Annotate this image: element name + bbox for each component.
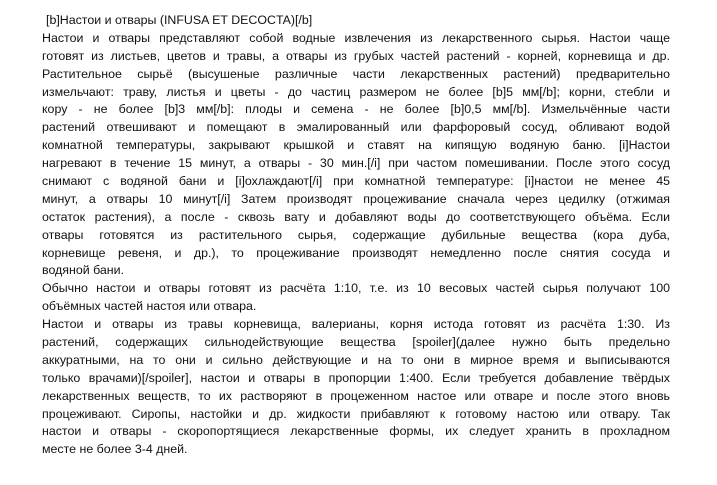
text-line: лекарственных веществ, то их растворяют в процеженном настое или отваре и после этого вновь: [42, 388, 670, 403]
document-paragraphs: [42, 30, 670, 459]
text-line: Настои и отвары представляют собой водные извлечения из лекарственного сырья. Настои чаще: [42, 30, 670, 45]
text-line: снимают с водяной бани и [i]охлаждают[/i] при комнатной температуре: [i]настои не менее 45: [42, 174, 670, 189]
text-line: нагревают в течение 15 минут, а отвары - 30 мин.[/i] при частом помешивании. После этого сосуд: [42, 156, 670, 171]
text-line: отвары готовятся из растительного сырья, содержащие дубильные вещества (кора дуба,: [42, 227, 670, 242]
text-line: кору - не более [b]3 мм[/b]: плоды и семена - не более [b]0,5 мм[/b]. Измельчённые части: [42, 102, 670, 117]
text-line: Растительное сырьё (высушеные различные части лекарственных растений) предварительно: [42, 66, 670, 81]
text-line: объёмных частей настоя или отвара.: [42, 299, 257, 314]
document-body: [42, 12, 670, 459]
text-line: настои и отвары - скоропортящиеся лекарственные формы, их следует хранить в прохладном: [42, 424, 670, 439]
text-line: только врачами)[/spoiler], настои и отвары в пропорции 1:400. Если требуется добавление твёрдых: [42, 370, 670, 385]
text-line: процеживают. Сиропы, настойки и др. жидкости прибавляют к готовому настою или отвару. Так: [42, 406, 670, 421]
text-line: Обычно настои и отвары готовят из расчёта 1:10, т.е. из 10 весовых частей сырья получают 100: [42, 281, 670, 296]
text-line: растений, содержащих сильнодействующие вещества [spoiler](далее нужно быть предельно: [42, 335, 670, 350]
text-line: остаток растения), а после - сквозь вату и добавляют воды до соответствующего объёма. Если: [42, 209, 670, 224]
text-line: растений отвешивают и помещают в эмалированный или фарфоровый сосуд, обливают водой: [42, 120, 670, 135]
text-line: измельчают: траву, листья и цветы - до частиц размером не более [b]5 мм[/b]; корни, стебли и: [42, 84, 670, 99]
text-line: водяной бани.: [42, 263, 125, 278]
text-line: аккуратными, на то они и сильно действующие и на то они в мирное время и выписываются: [42, 352, 670, 367]
text-line: минут, а отвары 10 минут[/i] Затем производят процеживание сначала через цедилку (отжимая: [42, 191, 670, 206]
text-line: комнатной температуры, закрывают крышкой и ставят на кипящую водяную баню. [i]Настои: [42, 138, 670, 153]
text-line: корневище ревеня, и др.), то процеживание производят немедленно после снятия сосуда и: [42, 245, 670, 260]
text-line: готовят из листьев, цветов и травы, а отвары из грубых частей растений - корней, корневища и др.: [42, 48, 670, 63]
document-title: [b]Настои и отвары (INFUSA ET DECOCTA)[/b]: [46, 13, 313, 27]
text-line: Настои и отвары из травы корневища, валерианы, корня истода готовят из расчёта 1:30. Из: [42, 317, 670, 332]
text-line: месте не более 3-4 дней.: [42, 442, 188, 457]
